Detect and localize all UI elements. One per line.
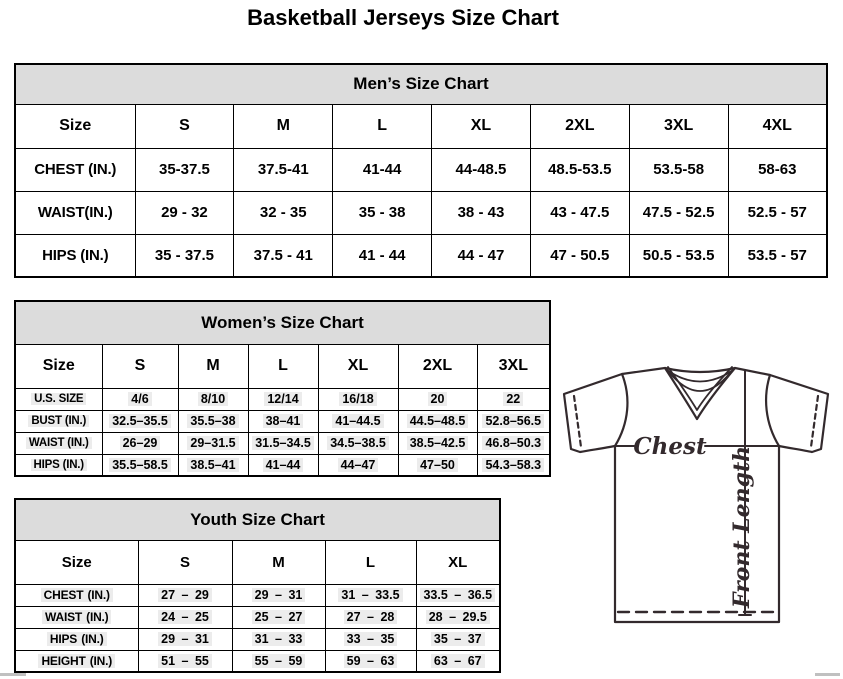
value-cell: 27 – 29: [138, 584, 232, 606]
front-length-label: Front Length: [729, 445, 755, 609]
value-cell: 16/18: [318, 388, 398, 410]
column-header: M: [178, 344, 248, 388]
value-cell: 46.8–50.3: [477, 432, 550, 454]
value-cell: 38.5–42.5: [398, 432, 477, 454]
youth-size-table: [14, 498, 501, 673]
row-label: WAIST(IN.): [15, 191, 135, 234]
row-label: U.S. SIZE: [15, 388, 102, 410]
row-label: CHEST (IN.): [15, 584, 138, 606]
value-cell: 47 - 50.5: [530, 234, 629, 277]
value-cell: 38.5–41: [178, 454, 248, 476]
value-cell: 12/14: [248, 388, 318, 410]
value-cell: 47–50: [398, 454, 477, 476]
chest-label: Chest: [633, 433, 707, 460]
column-header: 2XL: [398, 344, 477, 388]
column-header: L: [248, 344, 318, 388]
value-cell: 59 – 63: [325, 650, 416, 672]
value-cell: 44 - 47: [432, 234, 531, 277]
value-cell: 53.5 - 57: [728, 234, 827, 277]
value-cell: 43 - 47.5: [530, 191, 629, 234]
value-cell: 25 – 27: [232, 606, 325, 628]
column-header: 4XL: [728, 104, 827, 148]
column-header: Size: [15, 344, 102, 388]
jersey-outline: [564, 368, 828, 622]
value-cell: 34.5–38.5: [318, 432, 398, 454]
value-cell: 55 – 59: [232, 650, 325, 672]
column-header: M: [232, 540, 325, 584]
mens-size-table: [14, 63, 828, 278]
value-cell: 35-37.5: [135, 148, 234, 191]
value-cell: 41-44: [333, 148, 432, 191]
row-label: HIPS (IN.): [15, 628, 138, 650]
value-cell: 53.5-58: [629, 148, 728, 191]
womens-size-table: [14, 300, 551, 477]
column-header: 3XL: [629, 104, 728, 148]
value-cell: 31 – 33: [232, 628, 325, 650]
scrollbar-fragment-left: [0, 673, 26, 676]
column-header: L: [333, 104, 432, 148]
value-cell: 54.3–58.3: [477, 454, 550, 476]
value-cell: 48.5-53.5: [530, 148, 629, 191]
scrollbar-fragment-right: [815, 673, 840, 676]
value-cell: 35 – 37: [416, 628, 500, 650]
value-cell: 52.8–56.5: [477, 410, 550, 432]
column-header: XL: [318, 344, 398, 388]
value-cell: 27 – 28: [325, 606, 416, 628]
value-cell: 22: [477, 388, 550, 410]
value-cell: 29 - 32: [135, 191, 234, 234]
value-cell: 52.5 - 57: [728, 191, 827, 234]
value-cell: 51 – 55: [138, 650, 232, 672]
column-header: 3XL: [477, 344, 550, 388]
column-header: Size: [15, 104, 135, 148]
column-header: XL: [432, 104, 531, 148]
value-cell: 50.5 - 53.5: [629, 234, 728, 277]
column-header: L: [325, 540, 416, 584]
value-cell: 33.5 – 36.5: [416, 584, 500, 606]
value-cell: 29 – 31: [138, 628, 232, 650]
value-cell: 31.5–34.5: [248, 432, 318, 454]
value-cell: 44.5–48.5: [398, 410, 477, 432]
value-cell: 41 - 44: [333, 234, 432, 277]
row-label: HIPS (IN.): [15, 234, 135, 277]
column-header: Size: [15, 540, 138, 584]
value-cell: 35.5–38: [178, 410, 248, 432]
value-cell: 35 - 38: [333, 191, 432, 234]
youth-table-title: Youth Size Chart: [15, 499, 500, 540]
column-header: S: [102, 344, 178, 388]
row-label: WAIST (IN.): [15, 432, 102, 454]
row-label: BUST (IN.): [15, 410, 102, 432]
value-cell: 8/10: [178, 388, 248, 410]
value-cell: 20: [398, 388, 477, 410]
row-label: WAIST (IN.): [15, 606, 138, 628]
column-header: 2XL: [530, 104, 629, 148]
value-cell: 32 - 35: [234, 191, 333, 234]
value-cell: 38–41: [248, 410, 318, 432]
column-header: XL: [416, 540, 500, 584]
page-title: Basketball Jerseys Size Chart: [247, 5, 559, 30]
value-cell: 38 - 43: [432, 191, 531, 234]
value-cell: 41–44.5: [318, 410, 398, 432]
value-cell: 32.5–35.5: [102, 410, 178, 432]
row-label: CHEST (IN.): [15, 148, 135, 191]
column-header: S: [135, 104, 234, 148]
value-cell: 4/6: [102, 388, 178, 410]
value-cell: 63 – 67: [416, 650, 500, 672]
value-cell: 47.5 - 52.5: [629, 191, 728, 234]
mens-table-title: Men’s Size Chart: [15, 64, 827, 104]
column-header: M: [234, 104, 333, 148]
row-label: HIPS (IN.): [15, 454, 102, 476]
value-cell: 35 - 37.5: [135, 234, 234, 277]
value-cell: 44–47: [318, 454, 398, 476]
value-cell: 44-48.5: [432, 148, 531, 191]
jersey-diagram: [555, 355, 843, 633]
value-cell: 58-63: [728, 148, 827, 191]
value-cell: 41–44: [248, 454, 318, 476]
value-cell: 35.5–58.5: [102, 454, 178, 476]
column-header: S: [138, 540, 232, 584]
value-cell: 37.5 - 41: [234, 234, 333, 277]
value-cell: 33 – 35: [325, 628, 416, 650]
value-cell: 29 – 31: [232, 584, 325, 606]
value-cell: 28 – 29.5: [416, 606, 500, 628]
value-cell: 29–31.5: [178, 432, 248, 454]
value-cell: 24 – 25: [138, 606, 232, 628]
row-label: HEIGHT (IN.): [15, 650, 138, 672]
value-cell: 37.5-41: [234, 148, 333, 191]
value-cell: 31 – 33.5: [325, 584, 416, 606]
value-cell: 26–29: [102, 432, 178, 454]
womens-table-title: Women’s Size Chart: [15, 301, 550, 344]
